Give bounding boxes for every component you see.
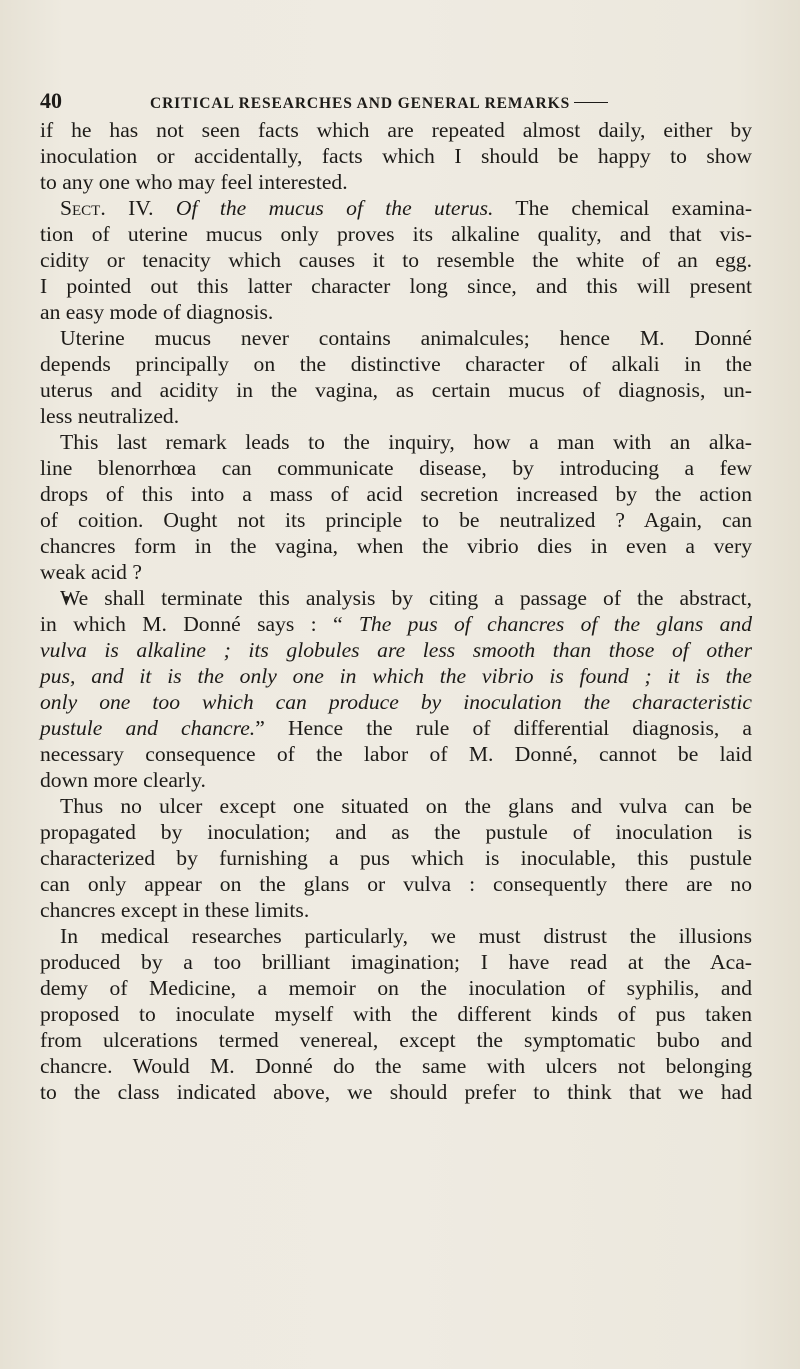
text-line: necessary consequence of the labor of M. Donné, cannot be laid xyxy=(40,742,752,766)
quote-line xyxy=(40,637,752,663)
text-line: weak acid ? xyxy=(40,560,142,584)
text-line: from ulcerations termed venereal, except the symptomatic bubo and xyxy=(40,1028,752,1052)
quote-line xyxy=(40,663,752,689)
quote-lead: in which M. Donné says : “ xyxy=(40,612,359,636)
running-head xyxy=(40,88,740,114)
quote-line xyxy=(40,611,752,637)
text-line: line blenorrhœa can communicate disease, by introducing a few xyxy=(40,456,752,480)
text-line: down more clearly. xyxy=(40,768,206,792)
quote-italic: pus, and it is the only one in which the vibrio is found ; it is the xyxy=(40,664,752,688)
text-line: chancre. Would M. Donné do the same with ulcers not belonging xyxy=(40,1054,752,1078)
text-line: less neutralized. xyxy=(40,404,180,428)
text-line: an easy mode of diagnosis. xyxy=(40,300,274,324)
text-line: Uterine mucus never contains animalcules; hence M. Donné xyxy=(60,326,752,350)
text-line: inoculation or accidentally, facts which I should be happy to show xyxy=(40,144,752,168)
header-rule xyxy=(574,102,608,104)
quote-tail: ” Hence the rule of differential diagnosis, a xyxy=(255,716,753,740)
text-line: In medical researches particularly, we must distrust the illusions xyxy=(60,924,752,948)
text-line: This last remark leads to the inquiry, how a man with an alka- xyxy=(60,430,752,454)
text-line: if he has not seen facts which are repeated almost daily, either by xyxy=(40,118,752,142)
text-line: I pointed out this latter character long since, and this will present xyxy=(40,274,752,298)
text-line: uterus and acidity in the vagina, as certain mucus of diagnosis, un- xyxy=(40,378,752,402)
body-text xyxy=(40,117,752,1105)
quote-italic: pustule and chancre. xyxy=(40,716,256,740)
text-line: depends principally on the distinctive character of alkali in the xyxy=(40,352,752,376)
text-line: produced by a too brilliant imagination; I have read at the Aca- xyxy=(40,950,752,974)
text-line: of coition. Ought not its principle to be neutralized ? Again, can xyxy=(40,508,752,532)
text-line: cidity or tenacity which causes it to resemble the white of an egg. xyxy=(40,248,752,272)
text-line: propagated by inoculation; and as the pustule of inoculation is xyxy=(40,820,752,844)
section-label: Sect. IV. xyxy=(60,196,154,220)
quote-italic: only one too which can produce by inoculation the characteristic xyxy=(40,690,752,714)
quote-line xyxy=(40,689,752,715)
text-line: proposed to inoculate myself with the different kinds of pus taken xyxy=(40,1002,752,1026)
text-line: Thus no ulcer except one situated on the glans and vulva can be xyxy=(60,794,752,818)
text-line: to the class indicated above, we should prefer to think that we had xyxy=(40,1080,752,1104)
page-number: 40 xyxy=(40,88,62,113)
text-line: chancres form in the vagina, when the vibrio dies in even a very xyxy=(40,534,752,558)
text-line: can only appear on the glans or vulva : consequently there are no xyxy=(40,872,752,896)
section-title: Of the mucus of the uterus. xyxy=(175,196,494,220)
text-line: chancres except in these limits. xyxy=(40,898,310,922)
text-line: drops of this into a mass of acid secretion increased by the action xyxy=(40,482,752,506)
quote-line xyxy=(40,715,752,741)
section-heading-line xyxy=(40,195,752,221)
quote-italic: vulva is alkaline ; its globules are less smooth than those of other xyxy=(40,638,752,662)
quote-italic: The pus of chancres of the glans and xyxy=(358,612,752,636)
text-line: demy of Medicine, a memoir on the inoculation of syphilis, and xyxy=(40,976,752,1000)
text-line: tion of uterine mucus only proves its alkaline quality, and that vis- xyxy=(40,222,752,246)
section-rest: The chemical examina- xyxy=(493,196,753,220)
text-line: characterized by furnishing a pus which is inoculable, this pustule xyxy=(40,846,752,870)
quote-intro-line: We shall terminate this analysis by citing a passage of the abstract, xyxy=(60,586,752,610)
text-line: to any one who may feel interested. xyxy=(40,170,348,194)
running-title: CRITICAL RESEARCHES AND GENERAL REMARKS xyxy=(150,95,571,112)
